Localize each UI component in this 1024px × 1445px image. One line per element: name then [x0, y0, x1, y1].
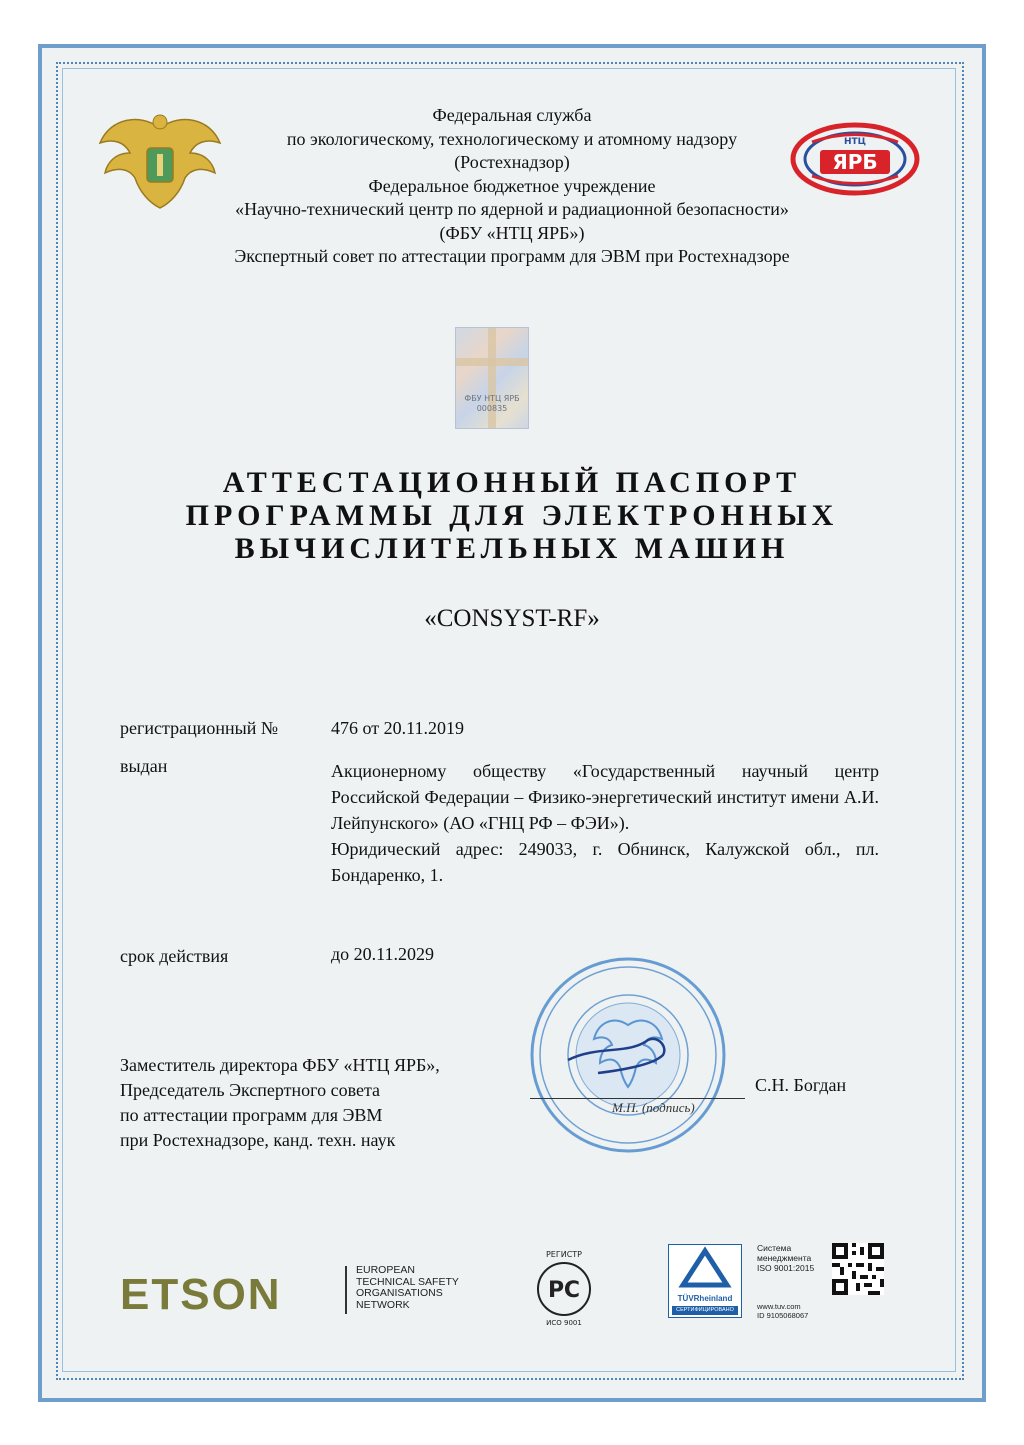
signatory-position	[120, 1053, 440, 1153]
title-line: ПРОГРАММЫ ДЛЯ ЭЛЕКТРОННЫХ	[185, 499, 839, 532]
tuv-name: TÜVRheinland	[677, 1294, 733, 1303]
official-seal-icon	[528, 955, 728, 1155]
header-line: Федеральная служба	[432, 105, 592, 125]
tuv-id: ID 9105068067	[757, 1311, 809, 1320]
header-line: «Научно-технический центр по ядерной и радиационной безопасности»	[235, 199, 789, 219]
hologram-text: ФБУ НТЦ ЯРБ	[464, 394, 520, 403]
iso-line: ISO 9001:2015	[757, 1263, 815, 1273]
etson-line: EUROPEAN	[356, 1264, 415, 1276]
hologram-sticker	[455, 327, 529, 429]
signatory-line: Председатель Экспертного совета	[120, 1080, 381, 1100]
iso-caption	[757, 1243, 814, 1273]
signature-line	[530, 1098, 745, 1099]
iso-line: Система	[757, 1243, 792, 1253]
etson-description	[356, 1265, 459, 1311]
etson-divider	[345, 1266, 347, 1314]
header-line: Федеральное бюджетное учреждение	[368, 175, 656, 196]
validity-label: срок действия	[120, 946, 229, 966]
qr-code-icon	[832, 1243, 884, 1295]
hologram-number: 000835	[476, 404, 508, 413]
header-line: по экологическому, технологическому и атомному надзору	[286, 128, 738, 149]
header-line: (Ростехнадзор)	[454, 152, 570, 172]
svg-text:Р: Р	[547, 1278, 565, 1303]
issued-address: Юридический адрес: 249033, г. Обнинск, Калужской обл., пл. Бондаренко, 1.	[331, 839, 879, 885]
etson-logo: ETSON	[120, 1270, 282, 1319]
tuv-url: www.tuv.com	[757, 1302, 801, 1311]
title-line: АТТЕСТАЦИОННЫЙ ПАСПОРТ	[222, 466, 802, 499]
registration-value: 476 от 20.11.2019	[331, 718, 464, 738]
signer-name: С.Н. Богдан	[755, 1075, 847, 1095]
document-title	[100, 466, 924, 565]
issued-to	[331, 758, 879, 888]
validity-value: до 20.11.2029	[331, 944, 434, 964]
gost-top-text: РЕГИСТР	[545, 1250, 583, 1259]
gost-r-certification-icon	[522, 1245, 606, 1329]
header-line: Экспертный совет по аттестации программ для ЭВМ при Ростехнадзоре	[234, 246, 790, 266]
iso-line: менеджмента	[757, 1253, 812, 1263]
issued-organization: Акционерному обществу «Государственный научный центр Российской Федерации – Физико-энергетический институт имени А.И. Лейпунского» (АО «ГНЦ РФ – ФЭИ»).	[331, 761, 879, 833]
tuv-logo	[668, 1244, 742, 1318]
svg-text:С: С	[563, 1278, 581, 1303]
iso-footer	[757, 1302, 808, 1320]
gost-bottom-text: ИСО 9001	[546, 1319, 582, 1327]
etson-line: ORGANISATIONS	[356, 1287, 443, 1299]
signatory-line: Заместитель директора ФБУ «НТЦ ЯРБ»,	[120, 1055, 440, 1075]
tuv-badge: СЕРТИФИЦИРОВАНО	[672, 1306, 738, 1315]
registration-label: регистрационный №	[120, 718, 279, 738]
seal-signature-caption: М.П. (подпись)	[612, 1100, 695, 1115]
etson-line: NETWORK	[356, 1298, 410, 1311]
tuv-triangle-icon	[669, 1245, 741, 1289]
issuer-header	[150, 104, 874, 269]
signatory-line: при Ростехнадзоре, канд. техн. наук	[120, 1130, 396, 1150]
signatory-line: по аттестации программ для ЭВМ	[120, 1105, 383, 1125]
title-line: ВЫЧИСЛИТЕЛЬНЫХ МАШИН	[234, 532, 790, 565]
program-name: «CONSYST-RF»	[424, 605, 600, 632]
ntc-label: НТЦ	[843, 137, 867, 147]
yarb-label: ЯРБ	[832, 150, 878, 174]
header-line: (ФБУ «НТЦ ЯРБ»)	[439, 222, 585, 243]
issued-label: выдан	[120, 756, 168, 776]
etson-line: TECHNICAL SAFETY	[356, 1275, 459, 1288]
